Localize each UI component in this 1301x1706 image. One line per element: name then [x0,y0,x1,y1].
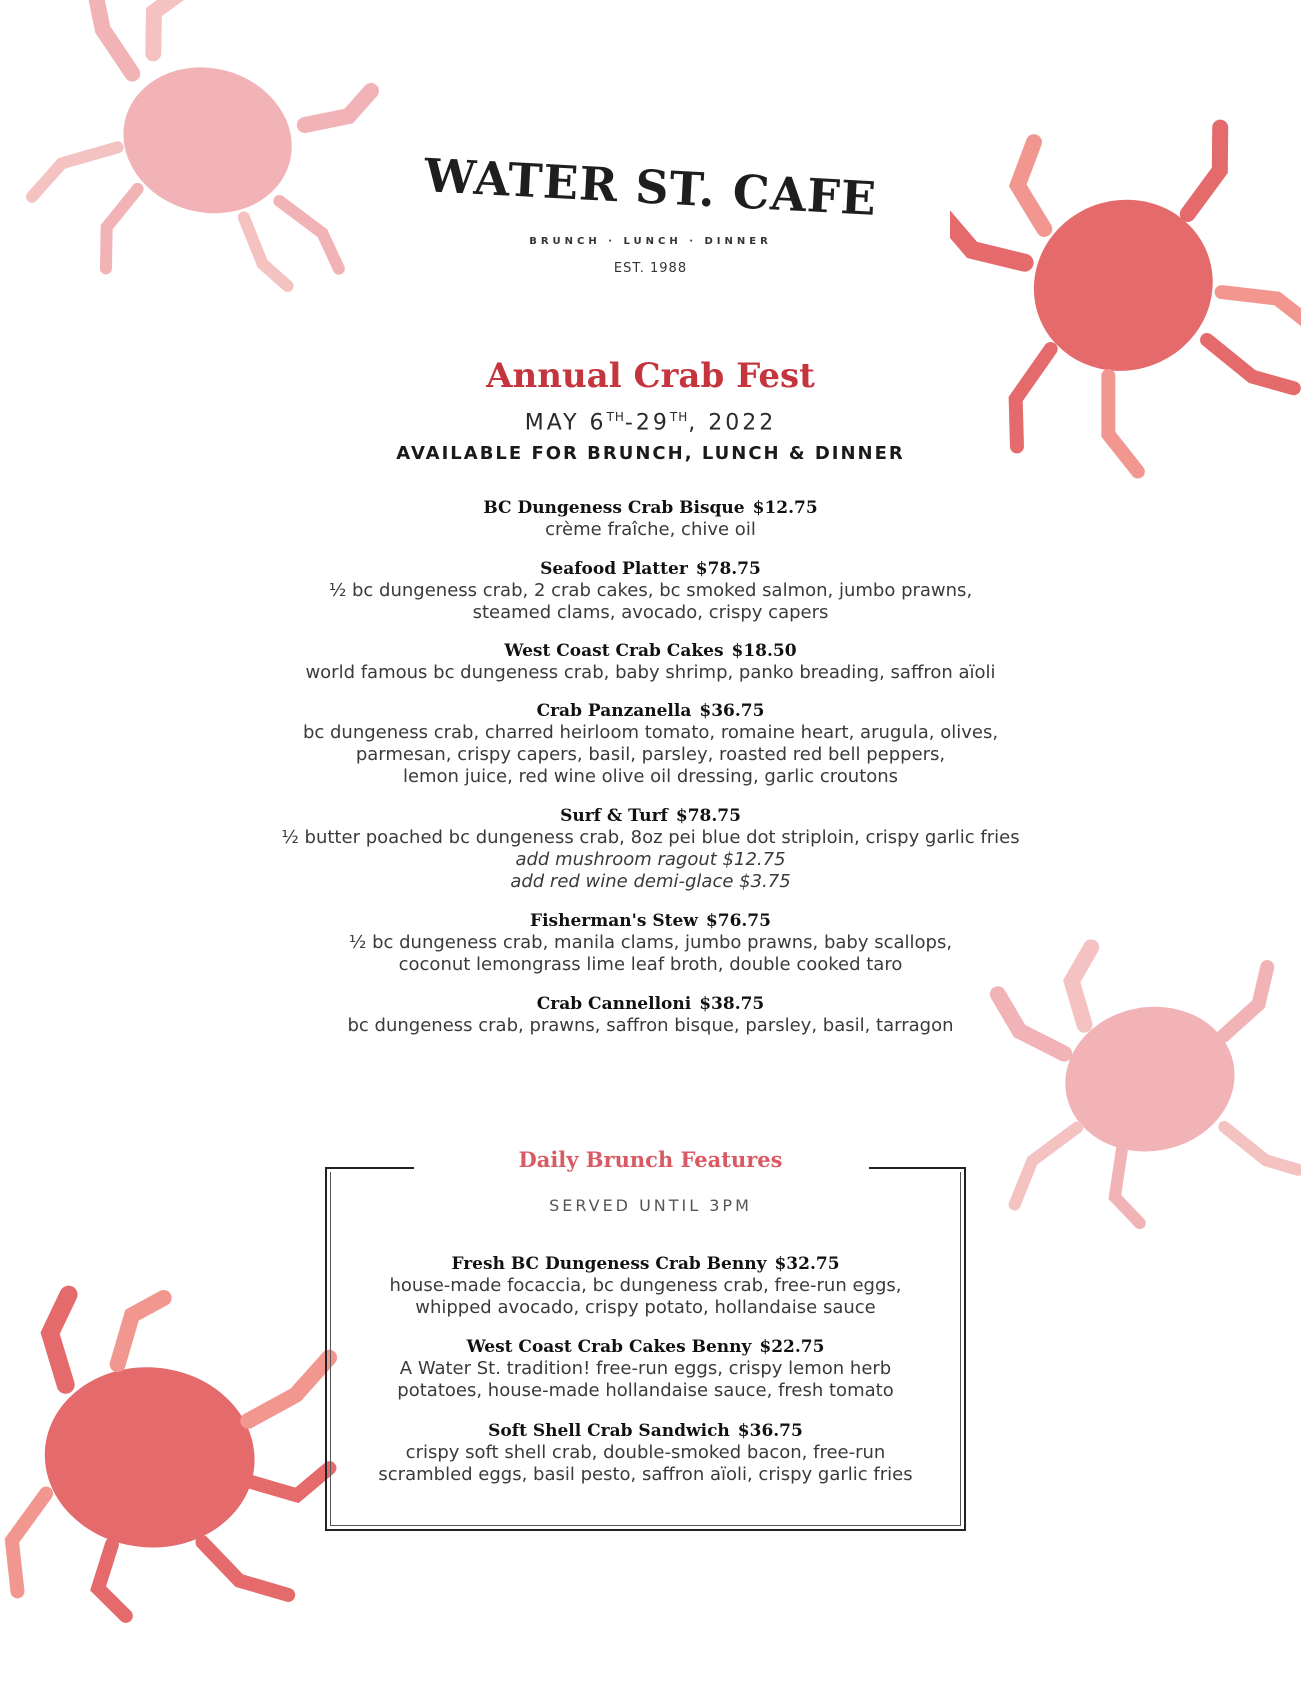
brunch-item [325,1420,966,1486]
event-dates [0,410,1301,435]
menu-item-price: $18.50 [731,641,797,661]
menu-item-title [150,640,1151,662]
menu-item-name: Crab Cannelloni [536,994,692,1014]
menu-item-description: ½ bc dungeness crab, 2 crab cakes, bc smoked salmon, jumbo prawns, [328,580,973,601]
menu-item-name: BC Dungeness Crab Bisque [483,498,745,518]
menu-item-price: $38.75 [699,994,765,1014]
dates-mid: -29 [624,410,670,436]
brunch-item-description: scrambled eggs, basil pesto, saffron aïoli, crispy garlic fries [378,1464,913,1485]
dates-sup2: TH [669,410,689,424]
logo-tagline: BRUNCH · LUNCH · DINNER [529,236,772,247]
menu-item-title [150,558,1151,580]
logo-name: WATER ST. CAFE [422,148,879,226]
restaurant-logo [0,148,1301,276]
brunch-item-description: potatoes, house-made hollandaise sauce, fresh tomato [397,1380,894,1401]
menu-item [150,805,1151,893]
menu-item [150,640,1151,684]
brunch-item-name: Soft Shell Crab Sandwich [488,1421,730,1441]
menu-item-addon: add mushroom ragout $12.75 [515,849,786,870]
menu-item-price: $76.75 [705,911,771,931]
logo-established: EST. 1988 [613,261,688,276]
menu-item-description: world famous bc dungeness crab, baby shrimp, panko breading, saffron aïoli [305,662,996,683]
brunch-item-description: crispy soft shell crab, double-smoked bacon, free-run [405,1442,886,1463]
menu-item-title [150,700,1151,722]
menu-item-description: lemon juice, red wine olive oil dressing, garlic croutons [402,766,899,787]
menu-item-name: Surf & Turf [560,806,668,826]
event-title: Annual Crab Fest [486,356,815,396]
menu-item-description: steamed clams, avocado, crispy capers [472,602,829,623]
menu-item-description: bc dungeness crab, charred heirloom tomato, romaine heart, arugula, olives, [302,722,999,743]
menu-item-title [150,805,1151,827]
menu-item-title [150,910,1151,932]
menu-item-price: $78.75 [675,806,741,826]
menu-item-price: $78.75 [695,559,761,579]
dates-sup1: TH [606,410,625,424]
brunch-item-price: $22.75 [759,1337,825,1357]
brunch-item-price: $36.75 [737,1421,803,1441]
crab-illustration-bottom-left [0,1285,360,1625]
brunch-item-name: Fresh BC Dungeness Crab Benny [451,1254,767,1274]
brunch-item [325,1253,966,1319]
menu-item [150,910,1151,976]
brunch-item-description: whipped avocado, crispy potato, hollandaise sauce [415,1297,876,1318]
menu-item-description: coconut lemongrass lime leaf broth, double cooked taro [398,954,903,975]
menu-item [150,700,1151,788]
menu-item-description: parmesan, crispy capers, basil, parsley, roasted red bell peppers, [355,744,946,765]
brunch-item-name: West Coast Crab Cakes Benny [466,1337,752,1357]
menu-item-name: West Coast Crab Cakes [504,641,724,661]
menu-item-addon: add red wine demi-glace $3.75 [510,871,791,892]
menu-item-name: Fisherman's Stew [530,911,698,931]
brunch-item-title [325,1420,966,1442]
menu-item-name: Crab Panzanella [536,701,692,721]
brunch-item-price: $32.75 [774,1254,840,1274]
brunch-item-title [325,1336,966,1358]
dates-prefix: MAY 6 [524,410,607,436]
dates-suffix: , 2022 [688,410,777,436]
brunch-item-description: house-made focaccia, bc dungeness crab, free-run eggs, [389,1275,902,1296]
menu-item-title [150,497,1151,519]
menu-item-price: $36.75 [699,701,765,721]
brunch-served-until: SERVED UNTIL 3PM [549,1196,752,1215]
event-availability: AVAILABLE FOR BRUNCH, LUNCH & DINNER [396,443,905,464]
menu-item-name: Seafood Platter [540,559,688,579]
menu-item-description: ½ bc dungeness crab, manila clams, jumbo prawns, baby scallops, [348,932,953,953]
menu-item-description: ½ butter poached bc dungeness crab, 8oz pei blue dot striploin, crispy garlic fries [281,827,1020,848]
menu-item-price: $12.75 [752,498,818,518]
menu-item [150,497,1151,541]
brunch-item-description: A Water St. tradition! free-run eggs, crispy lemon herb [399,1358,892,1379]
brunch-item-title [325,1253,966,1275]
brunch-item [325,1336,966,1402]
brunch-title: Daily Brunch Features [518,1147,783,1172]
menu-item-description: bc dungeness crab, prawns, saffron bisque, parsley, basil, tarragon [347,1015,954,1036]
menu-item-description: crème fraîche, chive oil [545,519,756,540]
menu-item [150,993,1151,1037]
menu-item [150,558,1151,624]
menu-item-title [150,993,1151,1015]
